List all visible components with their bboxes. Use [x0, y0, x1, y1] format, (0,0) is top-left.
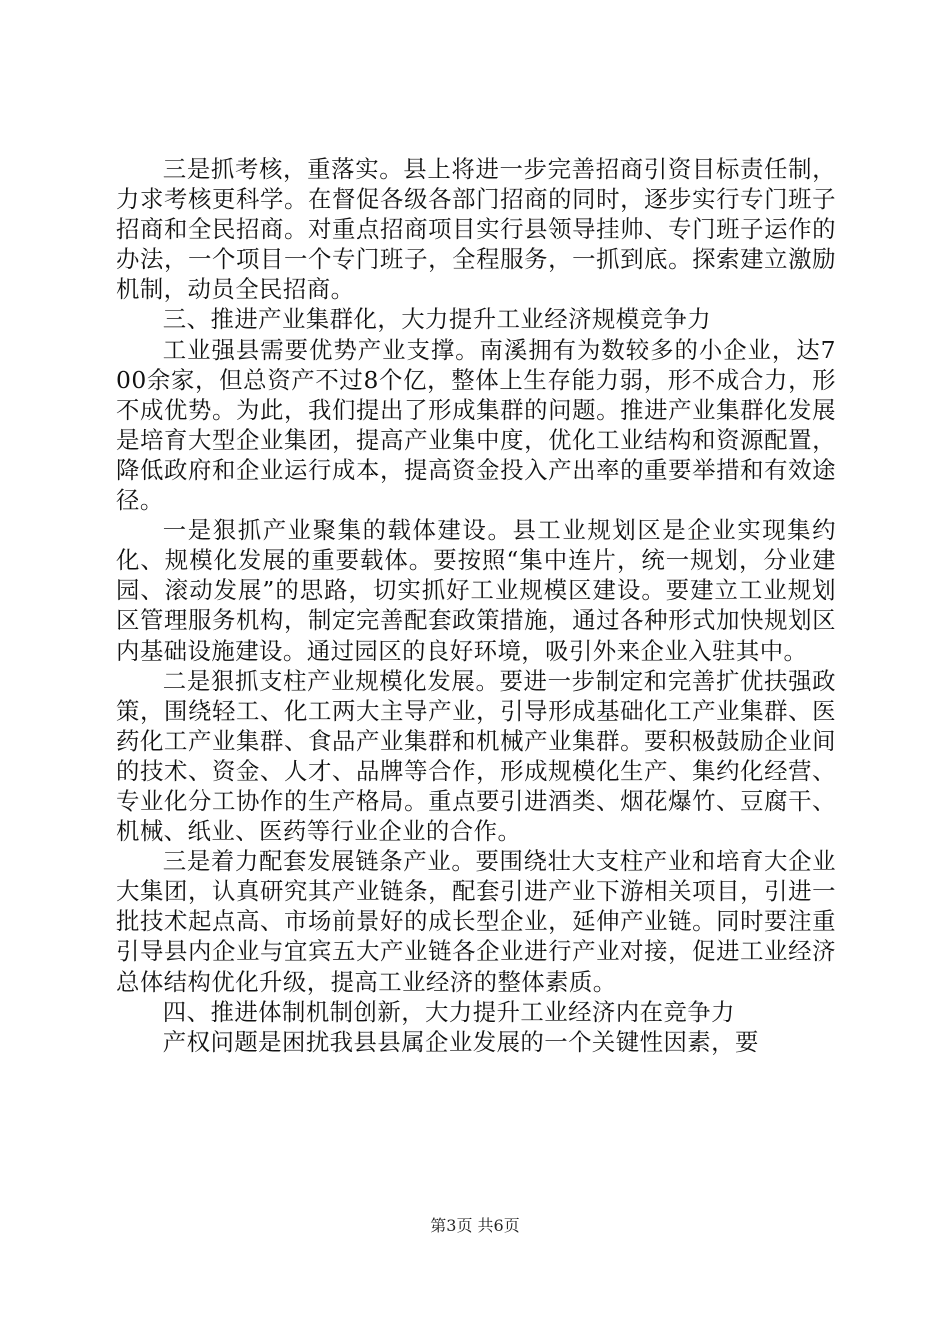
document-body — [116, 154, 836, 1057]
paragraph-pillar-industry: 二是狠抓支柱产业规模化发展。要进一步制定和完善扩优扶强政策，围绕轻工、化工两大主导产业，引导形成基础化工产业集群、医药化工产业集群、食品产业集群和机械产业集群。要积极鼓励企业间的技术、资金、人才、品牌等合作，形成规模化生产、集约化经营、专业化分工协作的生产格局。重点要引进酒类、烟花爆竹、豆腐干、机械、纸业、医药等行业企业的合作。 — [116, 666, 836, 846]
section-heading-institutional-innovation: 四、推进体制机制创新，大力提升工业经济内在竞争力 — [162, 997, 735, 1026]
paragraph-property-rights: 产权问题是困扰我县县属企业发展的一个关键性因素，要 — [162, 1027, 759, 1056]
paragraph-chain-industry: 三是着力配套发展链条产业。要围绕壮大支柱产业和培育大企业大集团，认真研究其产业链条，配套引进产业下游相关项目，引进一批技术起点高、市场前景好的成长型企业，延伸产业链。同时要注重引导县内企业与宜宾五大产业链各企业进行产业对接，促进工业经济总体结构优化升级，提高工业经济的整体素质。 — [116, 847, 836, 996]
page-footer: 第3页 共6页 — [430, 1216, 520, 1235]
paragraph-industry-support: 工业强县需要优势产业支撑。南溪拥有为数较多的小企业，达700余家，但总资产不过8个亿，整体上生存能力弱，形不成合力，形不成优势。为此，我们提出了形成集群的问题。推进产业集群化发展是培育大型企业集团，提高产业集中度，优化工业结构和资源配置，降低政府和企业运行成本，提高资金投入产出率的重要举措和有效途径。 — [116, 335, 836, 515]
paragraph-carrier-construction: 一是狠抓产业聚集的载体建设。县工业规划区是企业实现集约化、规模化发展的重要载体。要按照“集中连片，统一规划，分业建园、滚动发展”的思路，切实抓好工业规模区建设。要建立工业规划区管理服务机构，制定完善配套政策措施，通过各种形式加快规划区内基础设施建设。通过园区的良好环境，吸引外来企业入驻其中。 — [116, 516, 836, 665]
paragraph-assessment: 三是抓考核，重落实。县上将进一步完善招商引资目标责任制，力求考核更科学。在督促各级各部门招商的同时，逐步实行专门班子招商和全民招商。对重点招商项目实行县领导挂帅、专门班子运作的办法，一个项目一个专门班子，全程服务，一抓到底。探索建立激励机制，动员全民招商。 — [116, 155, 836, 304]
section-heading-industry-cluster: 三、推进产业集群化，大力提升工业经济规模竞争力 — [162, 305, 712, 334]
